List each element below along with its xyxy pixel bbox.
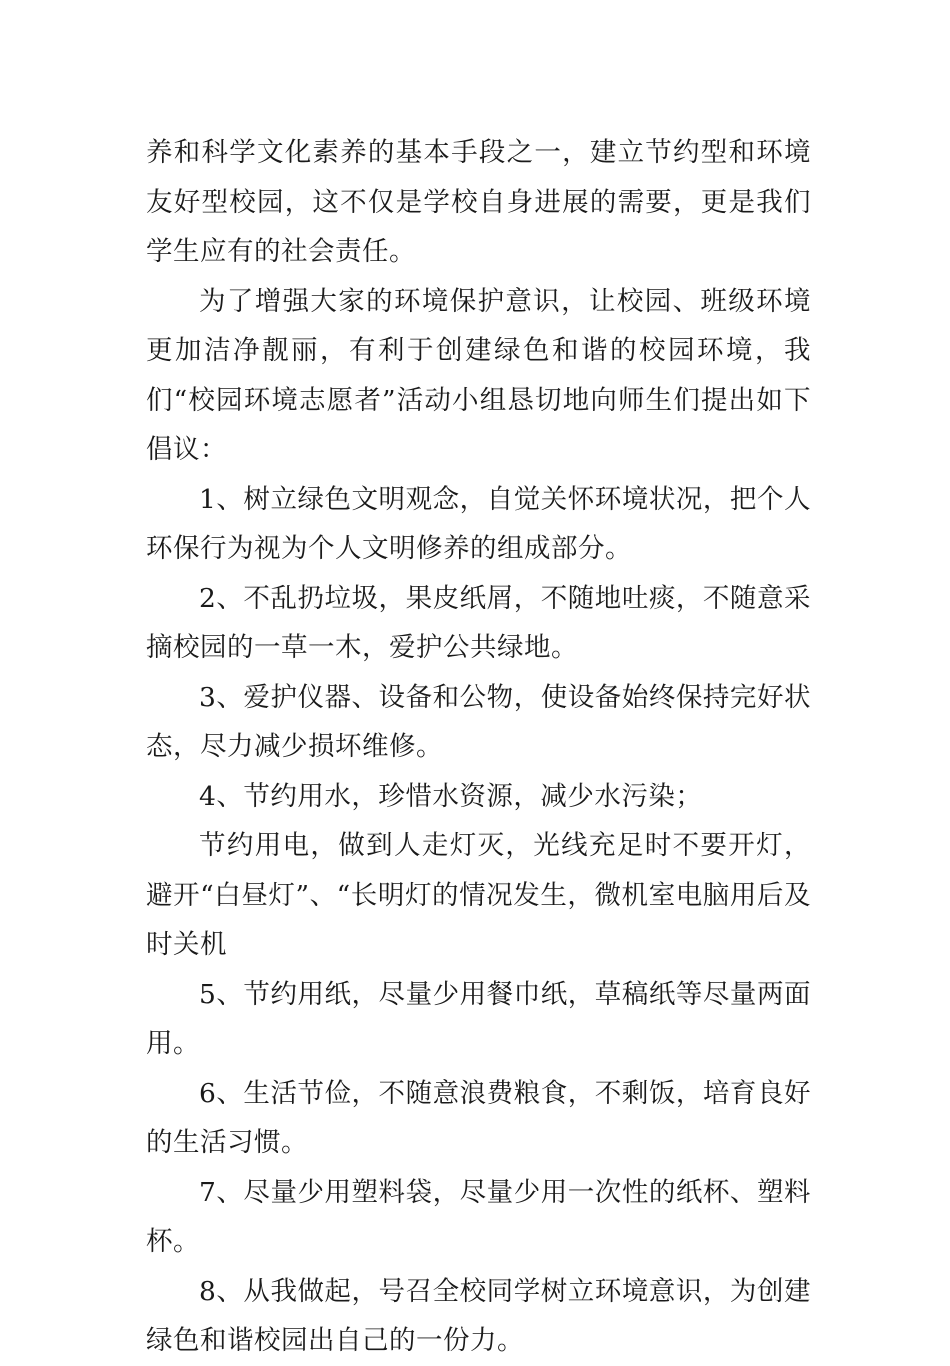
paragraph-item-1: 1、树立绿色文明观念，自觉关怀环境状况，把个人环保行为视为个人文明修养的组成部分。 — [146, 483, 811, 564]
paragraph-item-7: 7、尽量少用塑料袋，尽量少用一次性的纸杯、塑料杯。 — [146, 1176, 811, 1257]
paragraph-item-5: 5、节约用纸，尽量少用餐巾纸，草稿纸等尽量两面用。 — [146, 978, 811, 1059]
document-body — [146, 128, 811, 1366]
paragraph-item-2: 2、不乱扔垃圾，果皮纸屑，不随地吐痰，不随意采摘校园的一草一木，爱护公共绿地。 — [146, 582, 811, 663]
paragraph-continuation: 养和科学文化素养的基本手段之一，建立节约型和环境友好型校园，这不仅是学校自身进展的需要，更是我们学生应有的社会责任。 — [146, 137, 811, 267]
paragraph-intro: 为了增强大家的环境保护意识，让校园、班级环境更加洁净靓丽，有利于创建绿色和谐的校园环境，我们“校园环境志愿者”活动小组恳切地向师生们提出如下倡议： — [146, 285, 811, 465]
paragraph-item-6: 6、生活节俭，不随意浪费粮食，不剩饭，培育良好的生活习惯。 — [146, 1077, 811, 1158]
paragraph-item-4-cont: 节约用电，做到人走灯灭，光线充足时不要开灯，避开“白昼灯”、“长明灯的情况发生，微机室电脑用后及时关机 — [146, 830, 811, 960]
paragraph-item-3: 3、爱护仪器、设备和公物，使设备始终保持完好状态，尽力减少损坏维修。 — [146, 681, 811, 762]
paragraph-item-4: 4、节约用水，珍惜水资源，减少水污染； — [199, 780, 703, 812]
paragraph-item-8: 8、从我做起，号召全校同学树立环境意识，为创建绿色和谐校园出自己的一份力。 — [146, 1275, 811, 1356]
